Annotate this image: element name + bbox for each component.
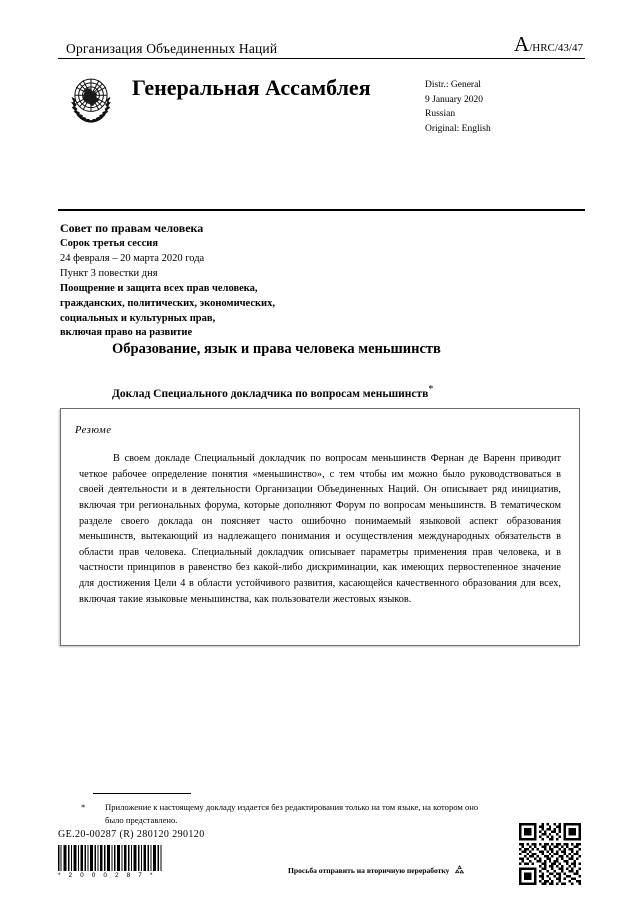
barcode-digits: * 2 0 0 0 2 8 7 *	[58, 872, 156, 879]
report-sub-title-asterisk: *	[428, 384, 434, 395]
document-symbol-prefix: A	[514, 32, 530, 56]
section-divider	[58, 209, 585, 211]
recycle-icon	[453, 864, 466, 877]
distribution-original: Original: English	[425, 124, 491, 135]
un-emblem-icon	[60, 68, 122, 130]
agenda-item: Пункт 3 повестки дня	[60, 267, 158, 279]
footnote-mark: *	[81, 802, 86, 812]
general-assembly-title: Генеральная Ассамблея	[132, 75, 371, 100]
council-name: Совет по правам человека	[60, 221, 204, 235]
qr-code-icon	[519, 823, 581, 885]
barcode-icon	[58, 845, 164, 871]
ge-document-code: GE.20-00287 (R) 280120 290120	[58, 829, 205, 840]
organization-row	[58, 34, 585, 55]
footnote-body	[81, 801, 493, 827]
report-sub-title	[112, 384, 433, 402]
summary-box	[60, 408, 580, 646]
footnote	[81, 801, 493, 827]
agenda-title-line-3: социальных и культурных прав,	[60, 312, 216, 324]
summary-text: В своем докладе Специальный докладчик по вопросам меньшинств Фернан де Варенн приводит четкое рабочее определение понятия «меньшинство», с тем чтобы им можно было руководствоваться в своей деятельности и в деятельности Организации Объединенных Наций. Он описывает ряд инициатив, включая три региональных форума, которые дополняют Форум по вопросам меньшинств. В тематическом разделе своего доклада он поясняет часто ошибочно понимаемый языковой аспект образования меньшинств, вытекающий из надлежащего понимания и осуществления международных обязательств в области прав человека. Специальный докладчик описывает параметры применения прав человека, и в частности принципов в равенство без какой-либо дискриминации, как имеющих первостепенное значение для достижения Цели 4 в области устойчивого развития, касающейся качественного образования для всех, включая такие языковые меньшинства, как пользователи жестовых языков.	[79, 453, 561, 605]
distribution-date: 9 January 2020	[425, 94, 484, 105]
organization-name: Организация Объединенных Наций	[66, 40, 278, 56]
footnote-text: Приложение к настоящему докладу издается без редактирования только на том языке, на котором оно было представлено.	[105, 802, 479, 825]
footnote-divider	[93, 793, 191, 794]
council-block	[60, 220, 480, 341]
report-sub-title-text: Доклад Специального докладчика по вопросам меньшинств	[112, 387, 429, 400]
barcode-block	[58, 845, 164, 879]
document-symbol-rest: /HRC/43/47	[529, 42, 583, 54]
masthead-divider	[58, 58, 585, 59]
distribution-block	[425, 78, 585, 137]
council-session: Сорок третья сессия	[60, 238, 159, 250]
general-assembly-row	[58, 66, 585, 137]
recycle-text: Просьба отправить на вторичную переработку	[288, 866, 450, 875]
council-dates: 24 февраля – 20 марта 2020 года	[60, 252, 205, 264]
report-main-title: Образование, язык и права человека меньшинств	[112, 341, 441, 357]
distribution-language: Russian	[425, 109, 456, 120]
summary-label: Резюме	[75, 425, 112, 436]
distribution-type: Distr.: General	[425, 80, 481, 90]
masthead	[58, 34, 585, 137]
document-symbol	[514, 34, 585, 55]
agenda-title-line-4: включая право на развитие	[60, 327, 193, 339]
recycle-note	[288, 864, 466, 877]
agenda-title-line-2: гражданских, политических, экономических,	[60, 297, 275, 309]
agenda-title-line-1: Поощрение и защита всех прав человека,	[60, 282, 258, 294]
